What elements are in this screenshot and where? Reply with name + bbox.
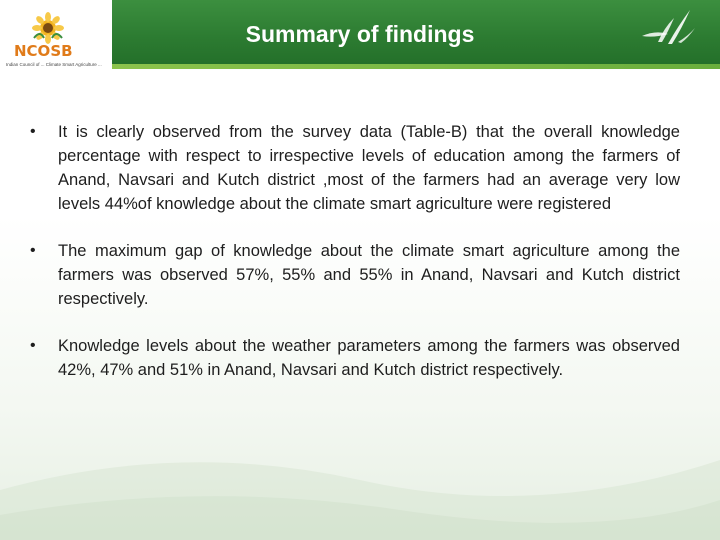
bullet-text: It is clearly observed from the survey data (Table-B) that the overall knowledge percentage with respect to irrespective levels of education among the farmers of Anand, Navsari and Kutch district ,most of the farmers had an average very low levels 44%of knowledge about the climate smart agriculture were registered (58, 123, 680, 213)
bullet-icon: • (30, 337, 36, 354)
bullet-icon: • (30, 242, 36, 259)
findings-list (30, 120, 680, 405)
slide-title: Summary of findings (245, 21, 475, 47)
logo-tagline: Indian Council of ... Climate Smart Agriculture ... (6, 62, 102, 67)
background-swoosh (0, 430, 720, 540)
bullet-text: Knowledge levels about the weather parameters among the farmers was observed 42%, 47% and 51% in Anand, Navsari and Kutch district respectively. (58, 337, 680, 379)
header-underline (112, 64, 720, 69)
list-item (30, 120, 680, 216)
bullet-text: The maximum gap of knowledge about the climate smart agriculture among the farmers was observed 57%, 55% and 55% in Anand, Navsari and Kutch district respectively. (58, 242, 680, 308)
list-item (30, 239, 680, 311)
list-item (30, 334, 680, 382)
logo-wordmark: NCOSB (14, 42, 73, 60)
bullet-icon: • (30, 123, 36, 140)
leaf-ornament-icon (638, 6, 696, 46)
